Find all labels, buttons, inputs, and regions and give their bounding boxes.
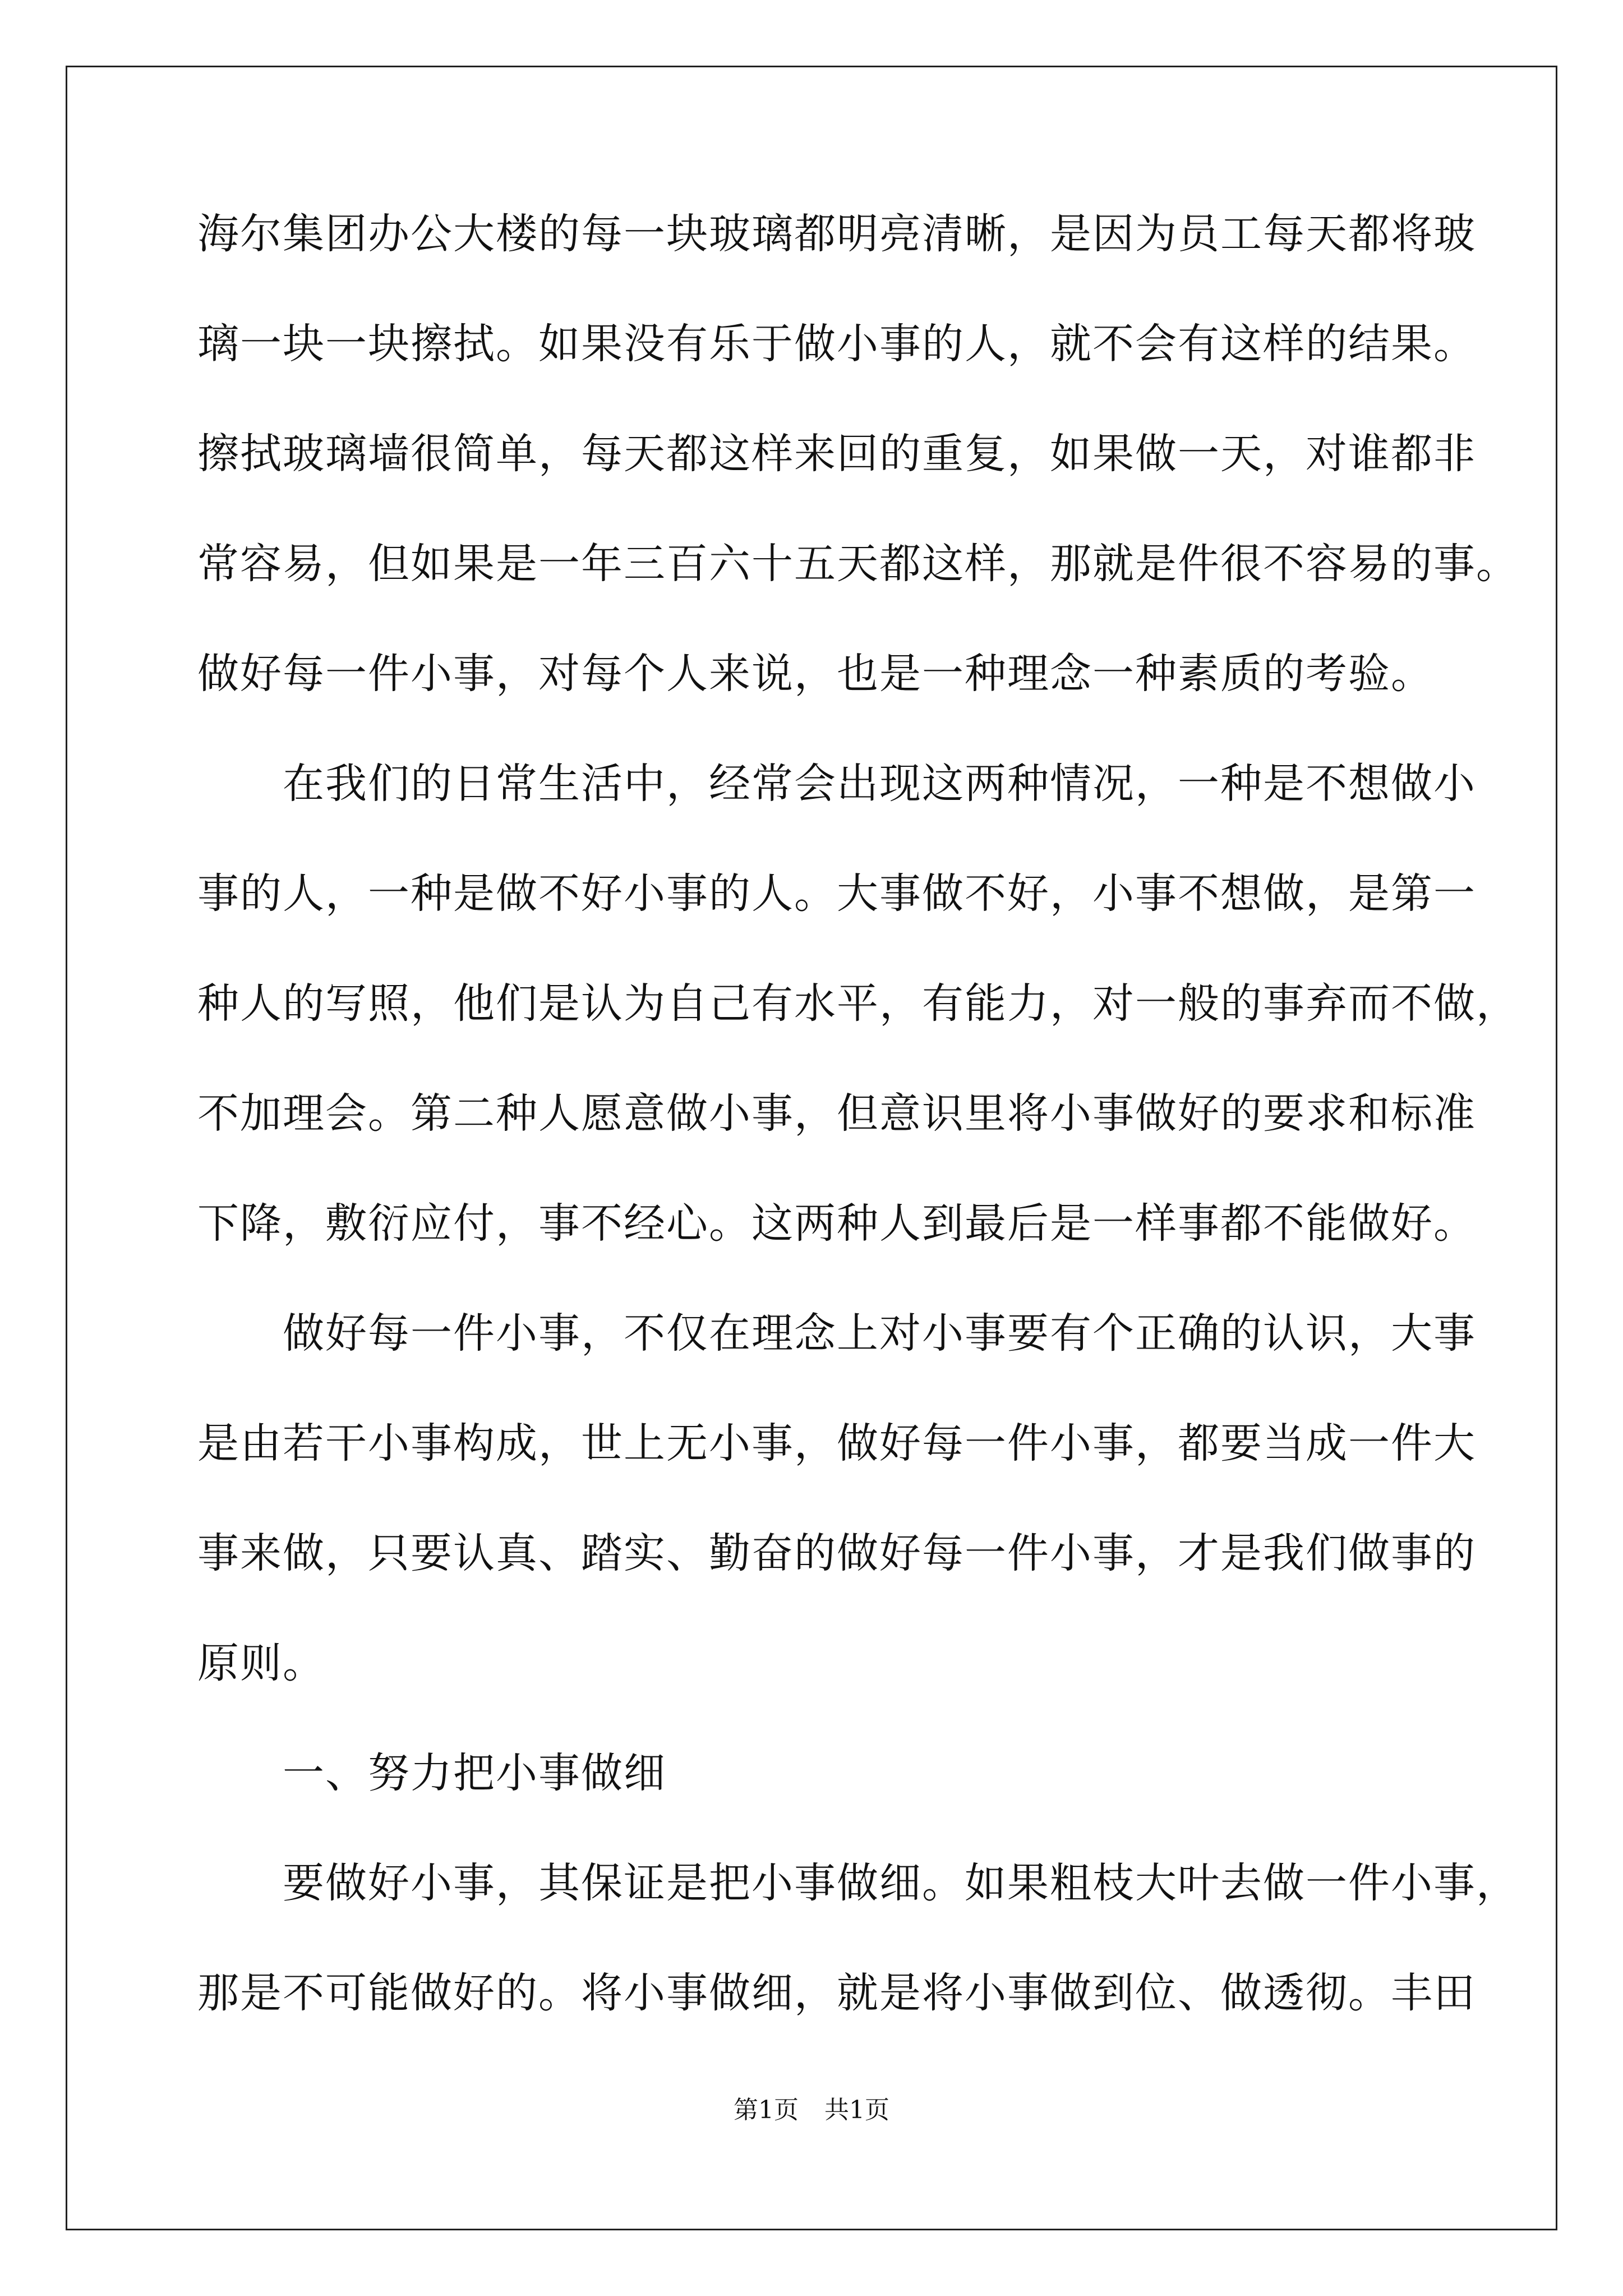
text-line: 在我们的日常生活中，经常会出现这两种情况，一种是不想做小 [197, 760, 1476, 808]
text-line: 下降，敷衍应付，事不经心。这两种人到最后是一样事都不能做好。 [197, 1199, 1476, 1248]
text-line: 璃一块一块擦拭。如果没有乐于做小事的人，就不会有这样的结果。 [197, 320, 1476, 368]
text-line: 常容易，但如果是一年三百六十五天都这样，那就是件很不容易的事。 [197, 540, 1519, 588]
text-line: 擦拭玻璃墙很简单，每天都这样来回的重复，如果做一天，对谁都非 [197, 430, 1476, 478]
text-line: 那是不可能做好的。将小事做细，就是将小事做到位、做透彻。丰田 [197, 1969, 1476, 2017]
text-line: 海尔集团办公大楼的每一块玻璃都明亮清晰，是因为员工每天都将玻 [197, 210, 1476, 258]
text-line: 事来做，只要认真、踏实、勤奋的做好每一件小事，才是我们做事的 [197, 1529, 1476, 1577]
page-footer [0, 2098, 1623, 2123]
text-line: 要做好小事，其保证是把小事做细。如果粗枝大叶去做一件小事， [197, 1859, 1519, 1907]
text-line: 事的人，一种是做不好小事的人。大事做不好，小事不想做，是第一 [197, 869, 1476, 918]
text-line: 是由若干小事构成，世上无小事，做好每一件小事，都要当成一件大 [197, 1419, 1476, 1467]
text-line: 不加理会。第二种人愿意做小事，但意识里将小事做好的要求和标准 [197, 1089, 1476, 1138]
page-total: 共1页 [824, 2096, 889, 2124]
text-line: 种人的写照，他们是认为自己有水平，有能力，对一般的事弃而不做， [197, 979, 1519, 1028]
text-line: 原则。 [197, 1639, 325, 1687]
page-number: 第1页 [734, 2096, 799, 2124]
document-body [197, 210, 1519, 2082]
text-line: 做好每一件小事，不仅在理念上对小事要有个正确的认识，大事 [197, 1309, 1476, 1358]
section-heading: 一、努力把小事做细 [197, 1749, 666, 1797]
text-line: 做好每一件小事，对每个人来说，也是一种理念一种素质的考验。 [197, 650, 1433, 698]
